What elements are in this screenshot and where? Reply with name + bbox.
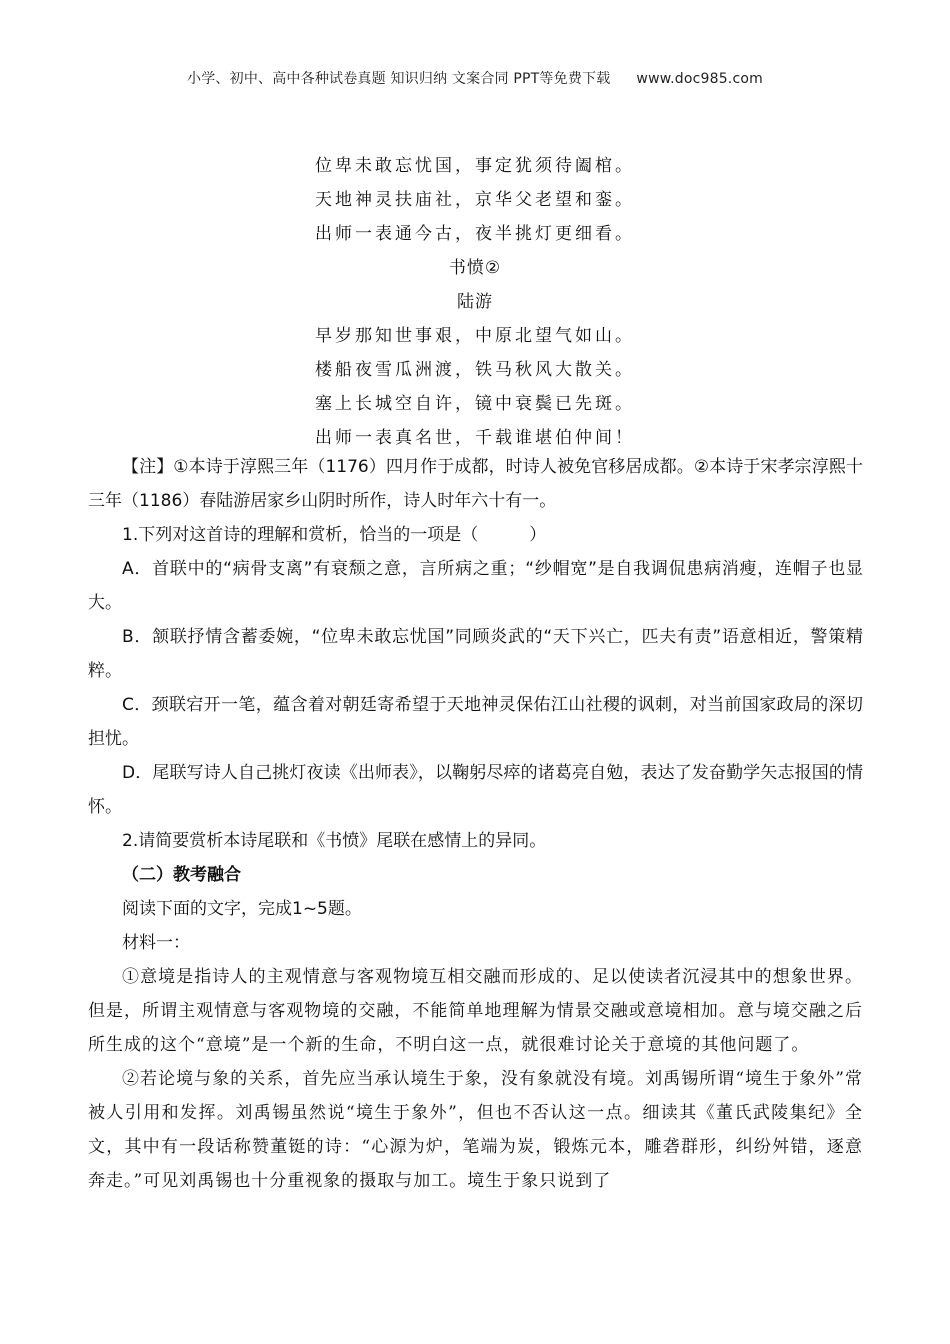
question-1: 1.下列对这首诗的理解和赏析，恰当的一项是（ ） bbox=[122, 525, 547, 545]
section-heading: （二）教考融合 bbox=[122, 865, 241, 885]
poem2-line-1: 早岁那知世事艰，中原北望气如山。 bbox=[315, 326, 635, 346]
poem1-line-1: 位卑未敢忘忧国，事定犹须待阖棺。 bbox=[315, 156, 635, 176]
poem2-line-4: 出师一表真名世，千载谁堪伯仲间！ bbox=[315, 428, 635, 448]
page-header bbox=[0, 68, 950, 88]
material-paragraph-2: ②若论境与象的关系，首先应当承认境生于象，没有象就没有境。刘禹锡所谓“境生于象外”常被人引用和发挥。刘禹锡虽然说“境生于象外”，但也不否认这一点。细读其《董氏武陵集纪》全文，其中有一段话称赞董铤的诗：“心源为炉，笔端为炭，锻炼元本，雕砻群形，纠纷舛错，逐意奔走。”可见刘禹锡也十分重视象的摄取与加工。境生于象只说到了 bbox=[88, 1069, 863, 1191]
option-b: B．颔联抒情含蓄委婉，“位卑未敢忘忧国”同顾炎武的“天下兴亡，匹夫有责”语意相近，警策精粹。 bbox=[88, 627, 863, 681]
header-site-link[interactable]: www.doc985.com bbox=[636, 71, 763, 87]
poem2-line-3: 塞上长城空自许，镜中衰鬓已先斑。 bbox=[315, 394, 635, 414]
note-paragraph: 【注】①本诗于淳熙三年（1176）四月作于成都，时诗人被免官移居成都。②本诗于宋孝宗淳熙十三年（1186）春陆游居家乡山阴时所作，诗人时年六十有一。 bbox=[88, 457, 863, 511]
question-2: 2.请简要赏析本诗尾联和《书愤》尾联在感情上的异同。 bbox=[122, 831, 547, 851]
header-text: 小学、初中、高中各种试卷真题 知识归纳 文案合同 PPT等免费下载 bbox=[187, 71, 611, 87]
option-d: D．尾联写诗人自己挑灯夜读《出师表》，以鞠躬尽瘁的诸葛亮自勉，表达了发奋勤学矢志报国的情怀。 bbox=[88, 763, 863, 817]
material-label: 材料一： bbox=[122, 933, 190, 953]
poem1-line-2: 天地神灵扶庙社，京华父老望和銮。 bbox=[315, 190, 635, 210]
poem2-line-2: 楼船夜雪瓜洲渡，铁马秋风大散关。 bbox=[315, 360, 635, 380]
option-a: A．首联中的“病骨支离”有衰颓之意，言所病之重；“纱帽宽”是自我调侃患病消瘦，连帽子也显大。 bbox=[88, 559, 863, 613]
poem1-line-3: 出师一表通今古，夜半挑灯更细看。 bbox=[315, 224, 635, 244]
material-paragraph-1: ①意境是指诗人的主观情意与客观物境互相交融而形成的、足以使读者沉浸其中的想象世界。但是，所谓主观情意与客观物境的交融，不能简单地理解为情景交融或意境相加。意与境交融之后所生成的这个“意境”是一个新的生命，不明白这一点，就很难讨论关于意境的其他问题了。 bbox=[88, 967, 863, 1055]
section-intro: 阅读下面的文字，完成1~5题。 bbox=[122, 899, 362, 919]
poem2-author: 陆游 bbox=[457, 292, 493, 312]
option-c: C．颈联宕开一笔，蕴含着对朝廷寄希望于天地神灵保佑江山社稷的讽刺，对当前国家政局的深切担忧。 bbox=[88, 695, 863, 749]
main-body bbox=[88, 450, 863, 1198]
poem2-title: 书愤② bbox=[448, 258, 502, 278]
